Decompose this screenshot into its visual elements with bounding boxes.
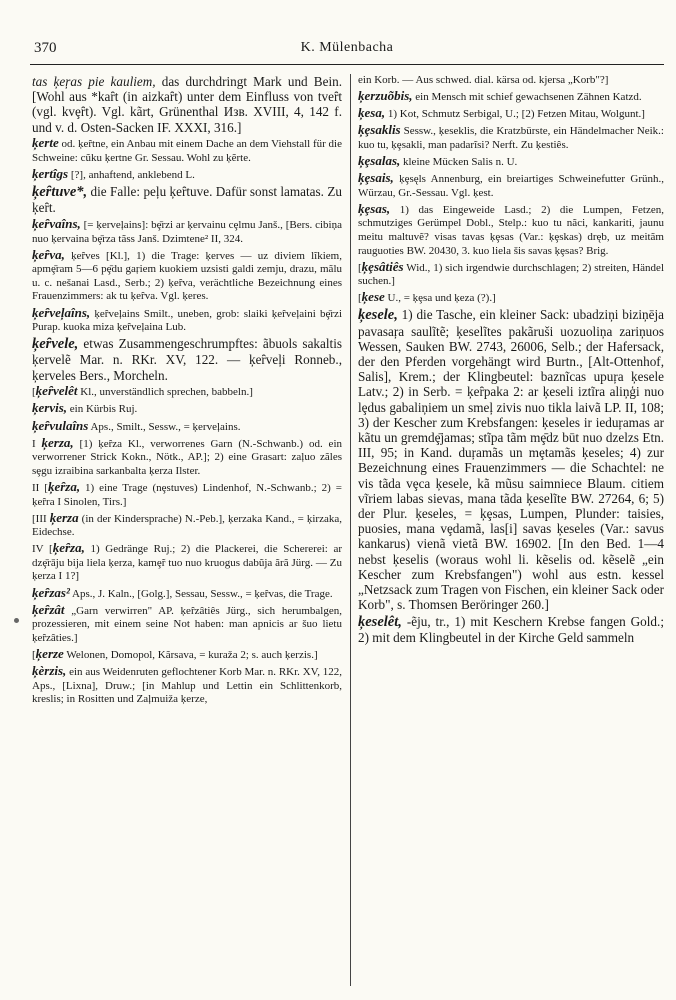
dictionary-entry	[32, 306, 342, 335]
dictionary-entry	[358, 290, 664, 306]
entry-definition: Welonen, Domopol, Kãrsava, = kuraža 2; s. auch ķerzis.]	[63, 648, 318, 661]
dictionary-entry	[358, 614, 664, 645]
dictionary-entry	[32, 248, 342, 304]
dictionary-entry	[32, 217, 342, 246]
dictionary-entry	[358, 260, 664, 289]
entry-definition: 1) eine Trage (nȩstuves) Lindenhof, N.-Schwanb.; 2) = ķeȓra I Sinolen, Tirs.]	[32, 481, 342, 508]
entry-definition: od. ķeȓtne, ein Anbau mit einem Dache an dem Viehstall für die Schweine: cũku ķertne Gr. Sessau. Wohl zu ķẽrte.	[32, 138, 342, 164]
entry-definition: ein aus Weidenruten geflochtener Korb Mar. n. RKr. XV, 122, Aps., [Lixna], Druw.; [in Mahlup und Lettin ein Schlittenkorb, kreslis; in Rositten und Zaļmuiža ķerze,	[32, 666, 342, 706]
entry-definition: -ẽju, tr., 1) mit Keschern Krebse fangen Gold.; 2) mit dem Klingbeutel in der Kirche Geld sammeln	[358, 613, 664, 646]
entry-definition: Aps., J. Kaln., [Golg.], Sessau, Sessw., = ķeȓvas, die Trage.	[69, 587, 333, 600]
entry-headword: ķȩsas,	[358, 200, 391, 216]
entry-continuation: tas ķeŗas pie kauliem,	[32, 74, 156, 89]
entry-prefix: [III	[32, 512, 50, 525]
entry-definition: Kl., unverständlich sprechen, babbeln.]	[77, 386, 253, 399]
entry-definition: 1) Kot, Schmutz Serbigal, U.; [2) Fetzen Mitau, Wolgunt.]	[385, 108, 645, 121]
dictionary-entry	[358, 171, 664, 200]
left-column	[32, 74, 342, 988]
dictionary-entry	[358, 106, 664, 122]
entry-definition: ķeȓves [Kl.], 1) die Trage: ķerves — uz diviem lĩkiem, apmȩ̄ram 5—6 pȩ̄du gaŗiem kuokiem uzsisti galdi zemju, drazu, mãlu u. c. nešanai Lasd., Serb.; 2) ķeȓva, verächtliche Bezeichnung eines Frauenzimmers: ak tu ķeȓva. Vgl. ķeres.	[32, 249, 342, 303]
entry-headword: ķȩsalas,	[358, 152, 401, 168]
dictionary-entry	[358, 202, 664, 258]
entry-definition: [?], anhaftend, anklebend L.	[68, 169, 195, 181]
entry-definition: 1) die Tasche, ein kleiner Sack: ubadziņi biziņēja pavasaŗa saulĩtẽ; ķeselĩtes pakãruši uozuoliņa zariņuos Wessen, Sauken BW. 2743, 26006, Selb.; der Hafersack, der den Pferden vorgehängt wird Burtn., [Alt-Ottenhof, Salis], Krem.; der Klingbeutel: baznĩcas upuŗa ķesele Latv.; 2) in Serb. = ķeȓpaka 2: ar ķeseli iztĩra aliņģi nuo lȩdus gabaliņiem un smeļ zivis nuo tikla laivã LP. II, 108; 3) der Kescher zum Krebsfangen: ķeseles ir ieduŗamas ar kãtu un gremdȩ̄jamas; stĩpa tãm mȩ̄dz būt nuo dzelzs Etn. III, 95; in Kand. duŗamãs un mȩtamãs ķeseles; 4) zur Bezeichnung eines Frauenzimmers — die Schachtel: ne vis tãda vȩca ķesele, kã mũsu saimniece Blaum. citiem vĩriem labas sievas, mana tãda ķeselĩte BW. 27264, 6; 5) der Plur. ķeseles, = ķȩsas, Lumpen, Plunder: taisies, puosies, mana vȩdamã, las[i] savas ķeseles (Var.: savus kankarus) vienã vietã BW. 16902. [In den Bed. 1—4 nebst ķeselis (woraus wohl li. kẽselis od. kẽselẽ „ein Kescher zum Krebsfangen") wohl aus estn. kessel „Netzsack zum Tragen von Fischen, ein kleiner Sack oder Korb", s. Thomsen Beröringer 260.]	[358, 307, 664, 613]
dictionary-entry	[358, 123, 664, 152]
entry-headword: ķeȓvulaîns	[32, 417, 89, 433]
entry-headword: ķèrzis,	[32, 663, 67, 679]
running-title: K. Mülenbacha	[300, 40, 394, 55]
entry-headword: ķeȓzât	[32, 601, 65, 617]
entry-prefix: [	[32, 648, 36, 661]
entry-definition: das durchdringt Mark und Bein. [Wohl aus *kaȓt (in aizkaȓt) unter dem Einfluss von tveȓt (vgl. kvȩȓt). Vgl. kãrt, Grünenthal Изв. XVIII, 4, 142 f. und v. d. Osten-Sacken IF. XXXI, 316.]	[32, 74, 342, 135]
entry-definition: 1) Gedränge Ruj.; 2) die Plackerei, die Schererei: ar dzȩ̄rāju bija liela ķerza, kamȩ̃r tuo nuo kruogus dabũja ãrã Jürg. — Zu ķerza I 1?]	[32, 543, 342, 583]
entry-definition: [= ķerveļains]: bȩ̄rzi ar ķervainu cȩlmu Janš., [Bers. cibiņa nuo ķervaina bȩ̄rza tãss Janš. Dzimtene² II, 324.	[32, 219, 342, 245]
entry-headword: ķȩsâtiês	[361, 258, 404, 274]
entry-definition: ein Korb. — Aus schwed. dial. kärsa od. kjersa „Korb"?]	[358, 74, 609, 86]
dictionary-entry	[358, 154, 664, 170]
dictionary-entry	[32, 480, 342, 509]
entry-prefix: [	[32, 386, 36, 399]
dictionary-entry	[32, 401, 342, 417]
dictionary-entry	[32, 184, 342, 215]
entry-definition: Sessw., ķeseklis, die Kratzbürste, ein Händelmacher Neik.: kuo tu, ķȩsakli, man padarĩsi? Nerft. Zu ķestiês.	[358, 125, 664, 151]
dictionary-entry	[32, 384, 342, 400]
dictionary-entry	[32, 167, 342, 183]
entry-headword: ķȩsaklis	[358, 122, 401, 138]
entry-headword: ķesele,	[358, 307, 398, 324]
entry-definition: 1) das Eingeweide Lasd.; 2) die Lumpen, Fetzen, schmutziges Gerümpel Dobl., Stelp.: kuo tu nãci, kankariti, jaunu meitu maltuvẽ? visas tavas ķȩsas (Var.: ķȩskas) dręb, uz meitãm rauguoties BW. 20430, 3. kuo liela šis savas ķȩsas? Brig.	[358, 203, 664, 257]
entry-headword: ķȩsais,	[358, 170, 394, 186]
margin-mark	[14, 618, 19, 623]
entry-headword: ķesa,	[358, 105, 386, 121]
entry-headword: ķerze	[35, 645, 64, 661]
dictionary-entry	[32, 74, 342, 135]
entry-prefix: [	[358, 292, 362, 305]
dictionary-entry	[32, 603, 342, 646]
column-divider	[350, 74, 351, 986]
entry-headword: ķeȓtuve*,	[32, 184, 88, 201]
entry-prefix: IV [	[32, 543, 53, 556]
entry-headword: ķervis,	[32, 400, 68, 416]
dictionary-entry	[32, 436, 342, 479]
entry-definition: U., = ķȩsa und ķeza (?).]	[384, 292, 496, 305]
entry-headword: ķeȓza,	[52, 540, 85, 556]
dictionary-entry	[32, 511, 342, 540]
entry-definition: ķeȓveļains Smilt., uneben, grob: slaiki ķeȓveļaini bȩ̄rzi Purap. kuoka miza ķeȓveļaina Lub.	[32, 307, 342, 334]
entry-headword: ķeȓzas²	[32, 584, 70, 600]
dictionary-entry	[358, 89, 664, 105]
entry-headword: ķerza	[49, 509, 79, 525]
page-number: 370	[34, 40, 57, 56]
dictionary-entry	[32, 541, 342, 584]
entry-definition: (in der Kindersprache) N.-Peb.], ķerzaka Kand., = ķirzaka, Eidechse.	[32, 512, 342, 539]
entry-prefix: II [	[32, 481, 48, 494]
entry-definition: [1) ķeȓza Kl., verworrenes Garn (N.-Schwanb.) od. ein verworrener Strick Kokn., Nötk., AP.]; 2) eine Grasart: zaļuo zãles sȩgu izraibina sarkanbalta ķerza Ilster.	[32, 437, 342, 477]
entry-definition: Wid., 1) sich irgendwie durchschlagen; 2) streiten, Händel suchen.]	[358, 261, 664, 288]
entry-headword: ķerza,	[41, 434, 74, 450]
entry-definition: die Falle: peļu ķeȓtuve. Dafür sonst lamatas. Zu ķeȓt.	[32, 184, 342, 216]
page-header	[30, 30, 664, 65]
dictionary-entry	[358, 307, 664, 612]
right-column	[358, 74, 664, 988]
entry-prefix: [	[358, 261, 362, 274]
entry-definition: Aps., Smilt., Sessw., = ķerveļains.	[88, 420, 241, 433]
entry-definition: „Garn verwirren" AP. ķeȓzâtiês Jürg., sich herumbalgen, prozessieren, mit einem seine Not haben: man apnicis ar šuo lietu ķeȓzâties.]	[32, 604, 342, 644]
entry-definition: ķȩsęls Annenburg, ein breiartiges Schweinefutter Grünh., Würzau, Gr.-Sessau. Vgl. ķest.	[358, 173, 664, 199]
entry-headword: ķeȓveļaîns,	[32, 304, 91, 320]
entry-headword: ķese	[361, 289, 385, 305]
dictionary-entry	[32, 419, 342, 435]
entry-headword: ķeȓva,	[32, 246, 65, 262]
entry-headword: ķertîgs	[32, 166, 69, 181]
entry-definition: ein Kürbis Ruj.	[67, 403, 138, 416]
entry-definition: etwas Zusammengeschrumpftes: ãbuols sakaltis ķervelẽ Mar. n. RKr. XV, 122. — ķeȓveļi Ronneb., ķerveles Bers., Morcheln.	[32, 336, 342, 383]
entry-definition: kleine Mücken Salis n. U.	[400, 155, 518, 168]
dictionary-entry	[32, 647, 342, 663]
entry-headword: ķeȓvele,	[32, 336, 79, 353]
entry-headword: ķeȓvelêt	[35, 383, 78, 399]
entry-headword: ķerzuõbis,	[358, 88, 413, 104]
entry-definition: ein Mensch mit schief gewachsenen Zähnen Katzd.	[412, 91, 642, 104]
entry-headword: ķeȓvaîns,	[32, 216, 81, 231]
dictionary-entry	[358, 74, 664, 88]
entry-headword: ķeȓza,	[47, 478, 81, 494]
dictionary-entry	[32, 586, 342, 602]
dictionary-entry	[32, 136, 342, 165]
entry-prefix: I	[32, 437, 42, 450]
dictionary-entry	[32, 664, 342, 707]
entry-headword: ķeselêt,	[358, 613, 402, 630]
dictionary-entry	[32, 336, 342, 383]
entry-headword: ķerte	[32, 135, 59, 151]
